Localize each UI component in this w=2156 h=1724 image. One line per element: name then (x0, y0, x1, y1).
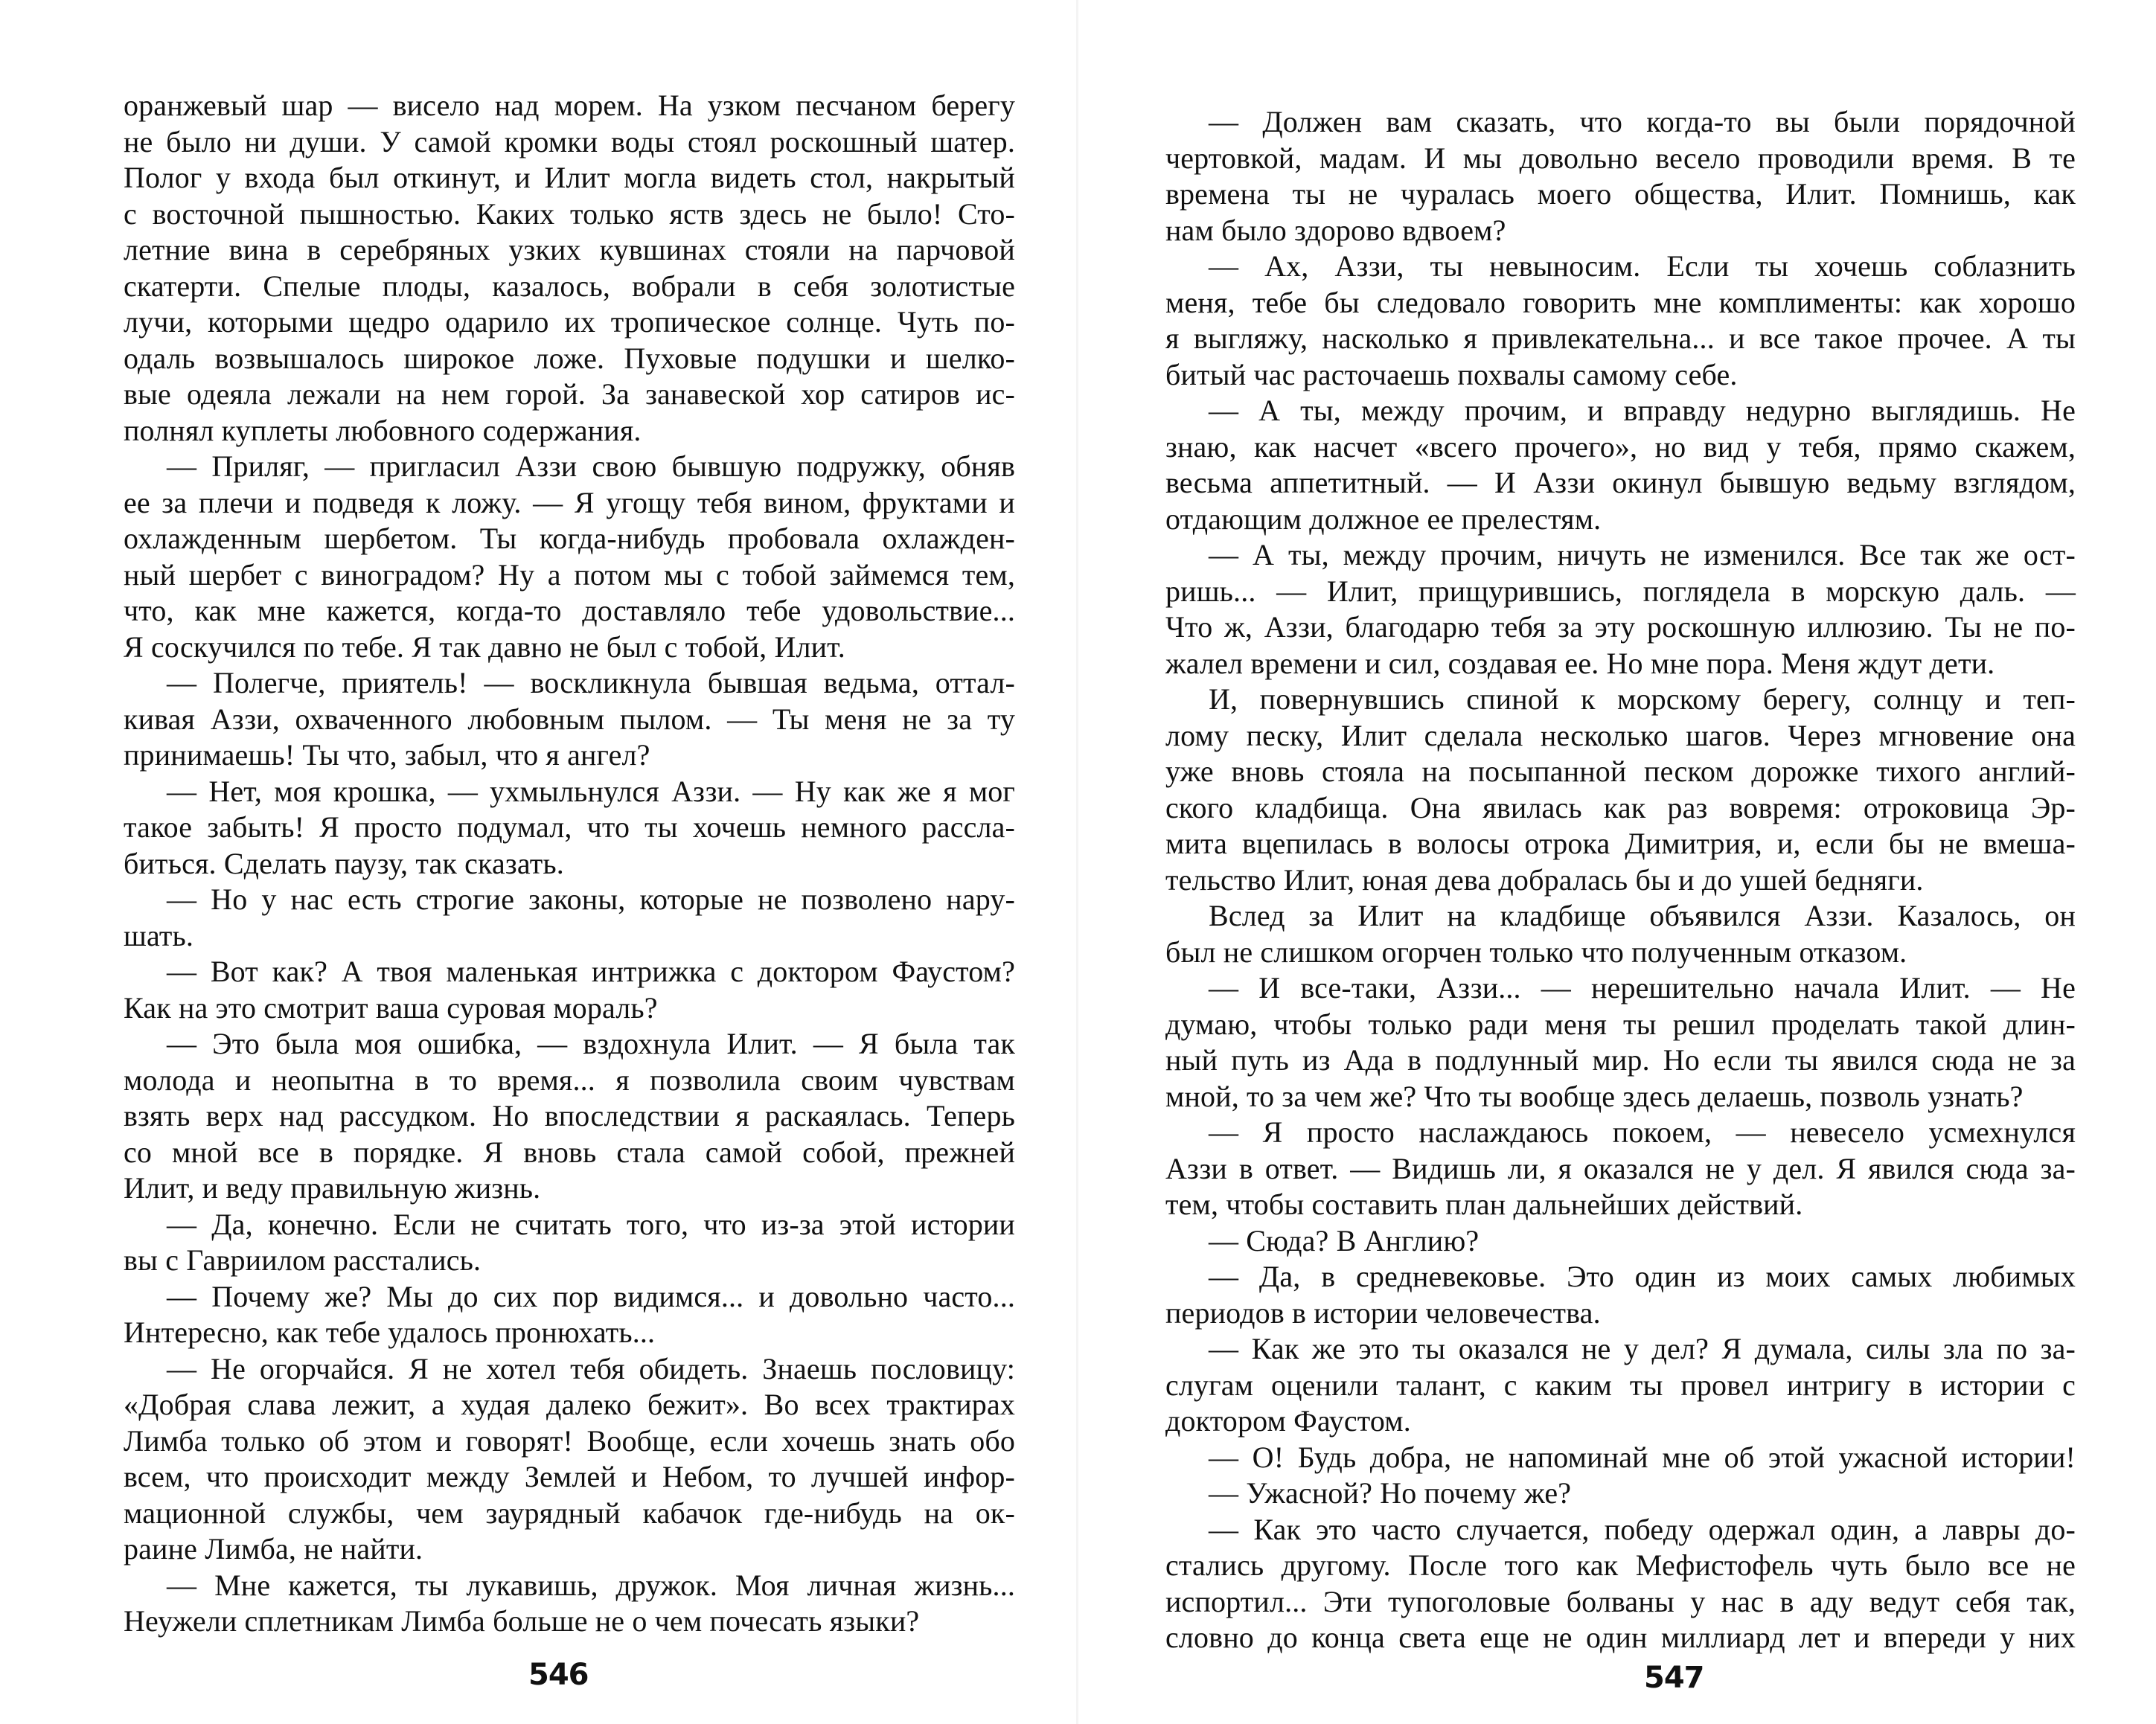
text-line: уже вновь стояла на посыпанной песком дорожке тихого англий- (1165, 754, 2076, 788)
text-line: Илит, и веду правильную жизнь. (124, 1171, 541, 1205)
text-line: Полог у входа был откинут, и Илит могла видеть стол, накрытый (124, 161, 1015, 194)
text-line: вые одеяла лежали на нем горой. За занавеской хор сатиров ис- (124, 377, 1015, 411)
text-line: — Должен вам сказать, что когда-то вы были порядочной (1209, 105, 2076, 138)
text-line: биться. Сделать паузу, так сказать. (124, 846, 564, 880)
text-line: — Сюда? В Англию? (1209, 1223, 1480, 1257)
text-line: — Да, в средневековье. Это один из моих самых любимых (1209, 1260, 2076, 1293)
text-line: принимаешь! Ты что, забыл, что я ангел? (124, 738, 650, 772)
text-line: думаю, чтобы только ради меня ты решил проделать такой длин- (1165, 1007, 2076, 1041)
text-line: шать. (124, 918, 193, 952)
text-line: раине Лимба, не найти. (124, 1532, 423, 1566)
left-page-text (124, 88, 1015, 1640)
text-line: времена ты не чуралась моего общества, Илит. Помнишь, как (1165, 177, 2076, 211)
text-line: лому песку, Илит сделала несколько шагов. Через мгновение она (1165, 718, 2076, 752)
text-line: лучи, которыми щедро одарило их тропическое солнце. Чуть по- (124, 305, 1015, 339)
text-line: И, повернувшись спиной к морскому берегу, солнцу и теп- (1209, 682, 2076, 716)
text-line: молода и неопытна в то время... я позволила своим чувствам (124, 1063, 1015, 1097)
text-line: Лимба только об этом и говорят! Вообще, если хочешь знать обо (124, 1423, 1015, 1458)
text-line: нам было здорово вдвоем? (1165, 213, 1506, 247)
text-line: — Мне кажется, ты лукавишь, дружок. Моя личная жизнь... (167, 1568, 1015, 1602)
text-line: весьма аппетитный. — И Аззи окинул бывшую ведьму взглядом, (1165, 466, 2076, 499)
text-line: отдающим должное ее прелестям. (1165, 502, 1602, 536)
text-line: тельство Илит, юная дева добралась бы и до ушей бедняги. (1165, 862, 1924, 897)
text-line: — Ах, Аззи, ты невыносим. Если ты хочешь соблазнить (1209, 249, 2076, 283)
text-line: охлажденным шербетом. Ты когда-нибудь пробовала охлажден- (124, 522, 1015, 555)
text-line: я выгляжу, насколько я привлекательна... и все такое прочее. А ты (1165, 321, 2076, 355)
text-line: мационной службы, чем заурядный кабачок где-нибудь на ок- (124, 1496, 1015, 1530)
text-line: — А ты, между прочим, и вправду недурно выглядишь. Не (1209, 394, 2076, 427)
text-line: ее за плечи и подведя к ложу. — Я угощу тебя вином, фруктами и (124, 485, 1015, 519)
text-line: — Как же это ты оказался не у дел? Я думала, силы зла по за- (1209, 1332, 2076, 1365)
text-line: — Приляг, — пригласил Аззи свою бывшую подружку, обняв (167, 449, 1015, 483)
text-line: не было ни души. У самой кромки воды стоял роскошный шатер. (124, 124, 1015, 158)
text-line: мной, то за чем же? Что ты вообще здесь делаешь, позволь узнать? (1165, 1079, 2024, 1113)
text-line: — Ужасной? Но почему же? (1209, 1476, 1572, 1510)
text-line: — Нет, моя крошка, — ухмыльнулся Аззи. — Ну как же я мог (167, 774, 1015, 808)
text-line: Интересно, как тебе удалось пронюхать... (124, 1316, 656, 1349)
left-page-number: 546 (528, 1658, 589, 1692)
text-line: Вслед за Илит на кладбище объявился Аззи. Казалось, он (1209, 899, 2076, 932)
text-line: — Но у нас есть строгие законы, которые не позволено нару- (167, 882, 1015, 916)
text-line: испортил... Эти тупоголовые болваны у нас в аду ведут себя так, (1165, 1584, 2076, 1618)
text-line: Неужели сплетникам Лимба больше не о чем почесать языки? (124, 1604, 920, 1638)
text-line: ришь... — Илит, прищурившись, поглядела в морскую даль. — (1165, 574, 2076, 608)
text-line: мита вцепилась в волосы отрока Димитрия, и, если бы не вмеша- (1165, 827, 2076, 860)
text-line: битый час расточаешь похвалы самому себе. (1165, 357, 1738, 391)
text-line: чертовкой, мадам. И мы довольно весело проводили время. В те (1165, 141, 2076, 175)
text-line: летние вина в серебряных узких кувшинах стояли на парчовой (124, 233, 1015, 266)
text-line: — А ты, между прочим, ничуть не изменился. Все так же ост- (1209, 538, 2076, 571)
text-line: такое забыть! Я просто подумал, что ты хочешь немного рассла- (124, 810, 1015, 844)
text-line: — Не огорчайся. Я не хотел тебя обидеть. Знаешь пословицу: (167, 1351, 1015, 1385)
text-line: со мной все в порядке. Я вновь стала самой собой, прежней (124, 1135, 1015, 1169)
text-line: — Это была моя ошибка, — вздохнула Илит. — Я была так (167, 1027, 1015, 1060)
text-line: скатерти. Спелые плоды, казалось, вобрали в себя золотистые (124, 269, 1015, 303)
text-line: одаль возвышалось широкое ложе. Пуховые подушки и шелко- (124, 341, 1015, 375)
text-line: полнял куплеты любовного содержания. (124, 413, 642, 447)
text-line: всем, что происходит между Землей и Небом, то лучшей инфор- (124, 1460, 1015, 1493)
text-line: жалел времени и сил, создавая ее. Но мне пора. Меня ждут дети. (1165, 646, 1995, 680)
text-line: Аззи в ответ. — Видишь ли, я оказался не у дел. Я явился сюда за- (1165, 1151, 2076, 1185)
text-line: ского кладбища. Она явилась как раз вовремя: отроковица Эр- (1165, 790, 2076, 824)
text-line: Как на это смотрит ваша суровая мораль? (124, 990, 658, 1025)
text-line: ный путь из Ада в подлунный мир. Но если ты явился сюда не за (1165, 1043, 2076, 1077)
text-line: — Я просто наслаждаюсь покоем, — невесело усмехнулся (1209, 1115, 2076, 1149)
text-line: доктором Фаустом. (1165, 1404, 1411, 1438)
text-line: с восточной пышностью. Каких только яств здесь не было! Сто- (124, 196, 1015, 231)
text-line: Я соскучился по тебе. Я так давно не был с тобой, Илит. (124, 629, 845, 664)
text-line: — Почему же? Мы до сих пор видимся... и довольно часто... (167, 1279, 1015, 1313)
text-line: — Да, конечно. Если не считать того, что из-за этой истории (167, 1207, 1015, 1241)
text-line: — О! Будь добра, не напоминай мне об этой ужасной истории! (1209, 1440, 2076, 1474)
text-line: знаю, как насчет «всего прочего», но вид у тебя, прямо скажем, (1165, 429, 2076, 464)
text-line: — И все-таки, Аззи... — нерешительно начала Илит. — Не (1209, 971, 2076, 1004)
text-line: что, как мне кажется, когда-то доставляло тебе удовольствие... (124, 594, 1015, 627)
text-line: взять верх над рассудком. Но впоследствии я раскаялась. Теперь (124, 1099, 1015, 1132)
text-line: стались другому. После того как Мефистофель чуть было все не (1165, 1548, 2076, 1582)
text-line: меня, тебе бы следовало говорить мне комплименты: как хорошо (1165, 285, 2076, 319)
text-line: «Добрая слава лежит, а худая далеко бежит». Во всех трактирах (124, 1388, 1015, 1421)
text-line: оранжевый шар — висело над морем. На узком песчаном берегу (124, 89, 1015, 122)
text-line: — Вот как? А твоя маленькая интрижка с доктором Фаустом? (167, 955, 1015, 988)
text-line: Что ж, Аззи, благодарю тебя за эту роскошную иллюзию. Ты не по- (1165, 610, 2076, 644)
text-line: вы с Гавриилом расстались. (124, 1243, 482, 1277)
text-line: слугам оценили талант, с каким ты провел интригу в истории с (1165, 1368, 2076, 1402)
text-line: — Полегче, приятель! — воскликнула бывшая ведьма, оттал- (167, 666, 1015, 699)
text-line: — Как это часто случается, победу одержал один, а лавры до- (1209, 1512, 2076, 1546)
text-line: тем, чтобы составить план дальнейших действий. (1165, 1188, 1803, 1221)
text-line: ный шербет с виноградом? Ну а потом мы с тобой займемся тем, (124, 557, 1015, 592)
text-line: кивая Аззи, охваченного любовным пылом. — Ты меня не за ту (124, 702, 1015, 736)
right-page-text (1165, 104, 2076, 1656)
right-page (1078, 0, 2156, 1724)
text-line: словно до конца света еще не один миллиард лет и впереди у них (1165, 1621, 2076, 1654)
right-page-number: 547 (1644, 1661, 1704, 1695)
text-line: периодов в истории человечества. (1165, 1295, 1601, 1330)
text-line: был не слишком огорчен только что полученным отказом. (1165, 935, 1907, 969)
